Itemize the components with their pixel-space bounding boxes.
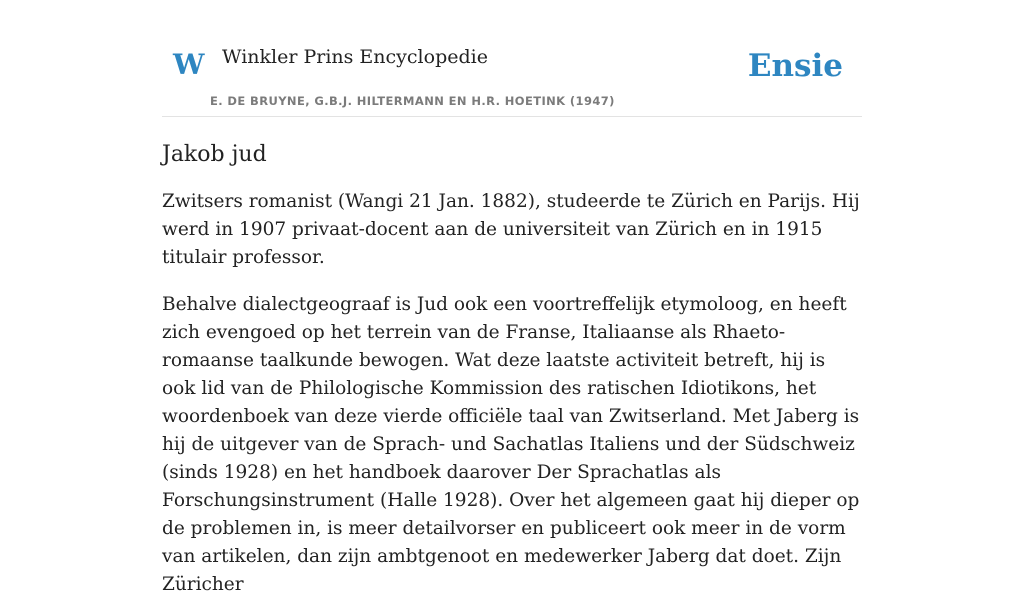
book-authors: E. DE BRUYNE, G.B.J. HILTERMANN EN H.R. HOETINK (1947)	[210, 94, 615, 108]
article-paragraph: Zwitsers romanist (Wangi 21 Jan. 1882), studeerde te Zürich en Parijs. Hij werd in 1907 privaat-docent aan de universiteit van Zürich en in 1915 titulair professor.	[162, 191, 860, 268]
site-header	[162, 0, 862, 117]
book-logo-icon[interactable]: W	[173, 48, 205, 81]
book-title-link[interactable]: Winkler Prins Encyclopedie	[222, 46, 488, 68]
article-paragraph: Behalve dialectgeograaf is Jud ook een voortreffelijk etymoloog, en heeft zich evengoed op het terrein van de Franse, Italiaanse als Rhaeto-romaanse taalkunde bewogen. Wat deze laatste activiteit betreft, hij is ook lid van de Philologische Kommission des ratischen Idiotikons, het woordenboek van deze vierde officiële taal van Zwitserland. Met Jaberg is hij de uitgever van de Sprach- und Sachatlas Italiens und der Südschweiz (sinds 1928) en het handboek daarover Der Sprachatlas als Forschungsinstrument (Halle 1928). Over het algemeen gaat hij dieper op de problemen in, is meer detailvorser en publiceert ook meer in de vorm van artikelen, dan zijn ambtgenoot en medewerker Jaberg dat doet. Zijn Züricher	[162, 294, 860, 595]
article-body	[162, 138, 862, 599]
article-title: Jakob jud	[162, 142, 267, 167]
ensie-logo-link[interactable]: Ensie	[747, 48, 843, 84]
